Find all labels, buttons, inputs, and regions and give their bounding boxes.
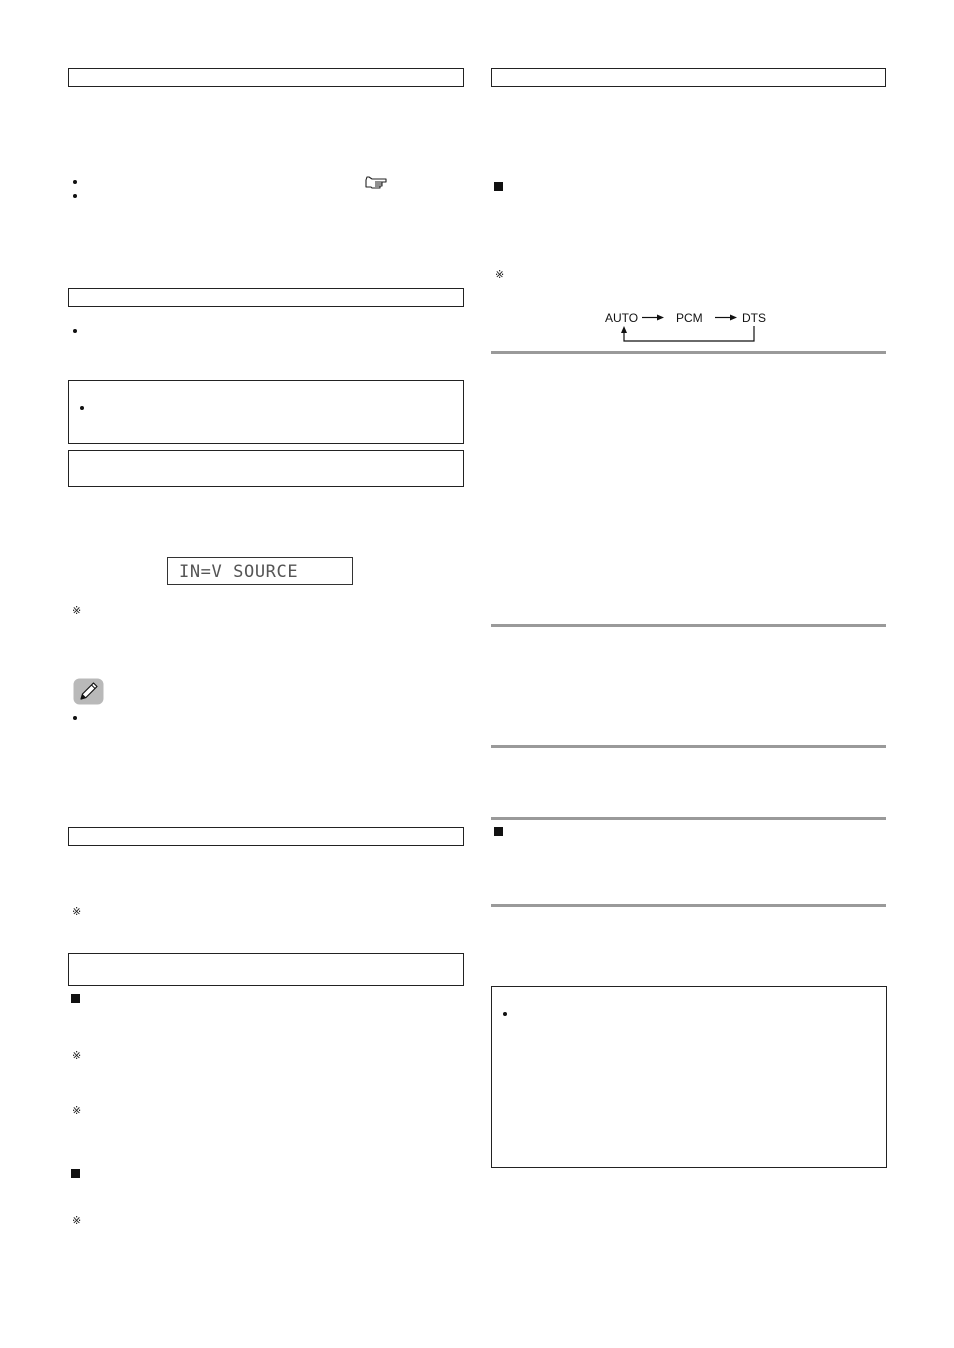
arrow-dts-return-to-auto [624, 326, 754, 341]
reference-mark: ※ [72, 1104, 82, 1117]
bullet-point [73, 194, 77, 198]
section-rule-1 [491, 351, 886, 354]
section-header-box-4 [68, 827, 464, 846]
bullet-point [73, 716, 77, 720]
pointing-hand-icon [365, 176, 387, 189]
reference-mark: ※ [495, 268, 505, 281]
mode-label-dts: DTS [742, 311, 766, 325]
reference-mark: ※ [72, 1049, 82, 1062]
square-marker [494, 827, 503, 836]
bullet-point [73, 329, 77, 333]
square-marker [71, 994, 80, 1003]
section-header-box-3 [68, 450, 464, 487]
lcd-display-text: IN=V SOURCE [179, 562, 299, 582]
bullet-point [80, 406, 84, 410]
arrowhead [730, 315, 737, 321]
section-header-box-6 [491, 68, 886, 87]
reference-mark: ※ [72, 905, 82, 918]
pencil-icon [73, 678, 104, 705]
mode-label-pcm: PCM [676, 311, 703, 325]
section-header-box-5 [68, 953, 464, 986]
mode-label-auto: AUTO [605, 311, 639, 325]
section-rule-5 [491, 904, 886, 907]
square-marker [494, 182, 503, 191]
notice-box-2 [491, 986, 887, 1168]
arrowhead [621, 326, 627, 333]
section-header-box-2 [68, 288, 464, 307]
bullet-point [73, 180, 77, 184]
reference-mark: ※ [72, 604, 82, 617]
section-rule-2 [491, 624, 886, 627]
bullet-point [503, 1012, 507, 1016]
reference-mark: ※ [72, 1214, 82, 1227]
square-marker [71, 1169, 80, 1178]
notice-box-1 [68, 380, 464, 444]
section-rule-3 [491, 745, 886, 748]
arrowhead [657, 315, 664, 321]
section-header-box-1 [68, 68, 464, 87]
section-rule-4 [491, 817, 886, 820]
lcd-display-panel [167, 557, 353, 585]
mode-cycle-arrows [600, 305, 780, 345]
